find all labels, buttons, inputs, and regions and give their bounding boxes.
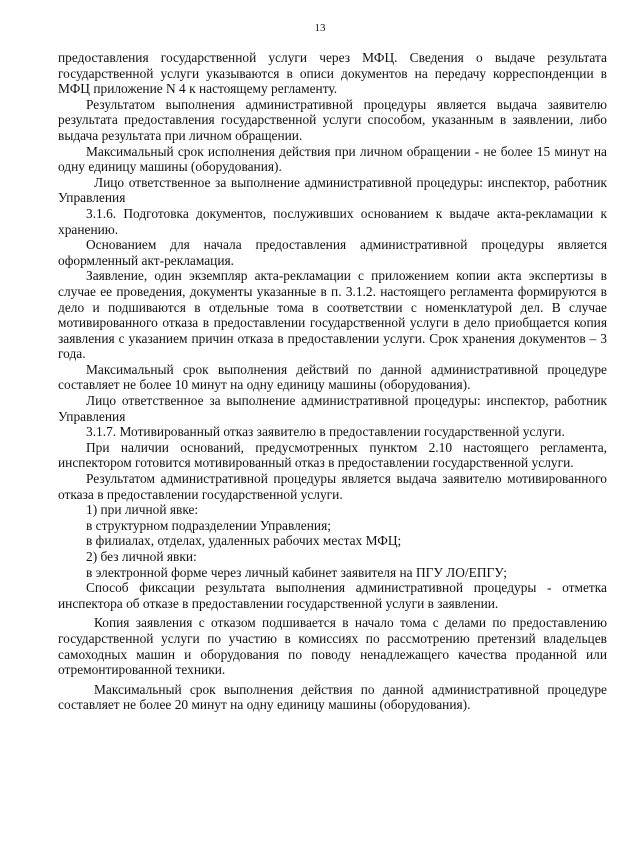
- paragraph: Основанием для начала предоставления административной процедуры является оформленный акт-рекламация.: [58, 237, 607, 268]
- paragraph: Результатом административной процедуры является выдача заявителю мотивированного отказа в предоставлении государственной услуги.: [58, 471, 607, 502]
- paragraph: Максимальный срок выполнения действий по данной административной процедуре составляет не более 10 минут на одну единицу машины (оборудования).: [58, 361, 607, 393]
- list-item: 2) без личной явки:: [86, 549, 197, 564]
- list-item: в структурном подразделении Управления;: [86, 517, 331, 533]
- list-item: 1) при личной явке:: [86, 502, 199, 518]
- page-number: 13: [314, 22, 326, 34]
- paragraph: Лицо ответственное за выполнение административной процедуры: инспектор, работник Управления: [58, 393, 607, 424]
- paragraph: Заявление, один экземпляр акта-рекламации с приложением копии акта экспертизы в случае ее проведения, документы указанные в п. 3.1.2. настоящего регламента формируются в дело и подшиваются в отдельные тома в соответствии с номенклатурой дел. В случае мотивированного отказа в предоставлении государственной услуги в дело приобщается копия заявления с указанием причин отказа в предоставлении услуги. Срок хранения документов – 3 года.: [58, 268, 607, 362]
- list-item: в электронной форме через личный кабинет заявителя на ПГУ ЛО/ЕПГУ;: [86, 564, 507, 580]
- paragraph: Способ фиксации результата выполнения административной процедуры - отметка инспектора об отказе в предоставлении государственной услуги в заявлении.: [58, 580, 607, 611]
- paragraph: При наличии оснований, предусмотренных пунктом 2.10 настоящего регламента, инспектором готовится мотивированный отказ в предоставлении государственной услуги.: [58, 439, 607, 471]
- paragraph: Копия заявления с отказом подшивается в начало тома с делами по предоставлению государственной услуги по участию в комиссиях по рассмотрению претензий владельцев самоходных машин и оборудования по поводу ненадлежащего качества проданной или отремонтированной техники.: [58, 615, 607, 678]
- paragraph: Максимальный срок выполнения действия по данной административной процедуре составляет не более 20 минут на одну единицу машины (оборудования).: [58, 681, 607, 713]
- paragraph: предоставления государственной услуги через МФЦ. Сведения о выдаче результата государственной услуги указываются в описи документов на передачу корреспонденции в МФЦ приложение N 4 к настоящему регламенту.: [58, 50, 607, 97]
- paragraph: Максимальный срок исполнения действия при личном обращении - не более 15 минут на одну единицу машины (оборудования).: [58, 143, 607, 175]
- section-heading: 3.1.7. Мотивированный отказ заявителю в предоставлении государственной услуги.: [86, 424, 565, 440]
- section-heading: 3.1.6. Подготовка документов, послуживших основанием к выдаче акта-рекламации к хранению.: [58, 205, 607, 237]
- paragraph: Результатом выполнения административной процедуры является выдача заявителю результата предоставления государственной услуги способом, указанным в заявлении, либо выдача результата при личном обращении.: [58, 96, 607, 143]
- list-item: в филиалах, отделах, удаленных рабочих местах МФЦ;: [86, 533, 402, 549]
- document-body: [58, 50, 607, 713]
- paragraph: Лицо ответственное за выполнение административной процедуры: инспектор, работник Управления: [58, 174, 607, 206]
